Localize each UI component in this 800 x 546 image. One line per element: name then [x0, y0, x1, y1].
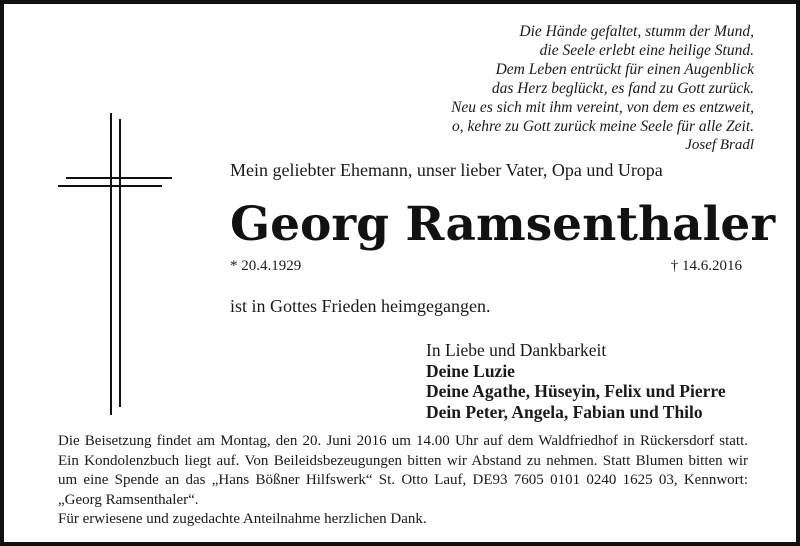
notice-thanks: Für erwiesene und zugedachte Anteilnahme herzlichen Dank. [58, 511, 427, 527]
poem [451, 22, 754, 155]
mourner-line: Deine Luzie [426, 360, 515, 381]
mourners-lead: In Liebe und Dankbarkeit [426, 340, 607, 360]
funeral-notice [58, 432, 748, 530]
mourner-line: Dein Peter, Angela, Fabian und Thilo [426, 401, 703, 422]
poem-line: Dem Leben entrückt für einen Augenblick [495, 61, 754, 78]
poem-line: das Herz beglückt, es fand zu Gott zurück. [491, 80, 754, 97]
poem-line: die Seele erlebt eine heilige Stund. [539, 42, 754, 59]
mourner-line: Deine Agathe, Hüseyin, Felix und Pierre [426, 381, 726, 401]
poem-line: Neu es sich mit ihm vereint, von dem es entzweit, [451, 99, 754, 116]
deceased-name: Georg Ramsenthaler [230, 197, 776, 252]
status-text: ist in Gottes Frieden heimgegangen. [230, 296, 491, 316]
intro-text: Mein geliebter Ehemann, unser lieber Vater, Opa und Uropa [230, 160, 663, 180]
poem-author: Josef Bradl [685, 137, 754, 153]
poem-line: o, kehre zu Gott zurück meine Seele für alle Zeit. [451, 118, 754, 135]
poem-line: Die Hände gefaltet, stumm der Mund, [519, 23, 754, 40]
death-date: † 14.6.2016 [670, 258, 742, 274]
mourners [426, 340, 726, 422]
notice-paragraph: Die Beisetzung findet am Montag, den 20. Juni 2016 um 14.00 Uhr auf dem Waldfriedhof in Rückersdorf statt. Ein Kondolenzbuch liegt auf. Von Beileidsbezeugungen bitten wir Abstand zu nehmen. Statt Blumen bitten wir um eine Spende an das „Hans Bößner Hilfswerk“ St. Otto Lauf, DE93 7605 0101 0240 1625 03, Kennwort: „Georg Ramsenthaler“. [58, 433, 748, 508]
birth-date: * 20.4.1929 [230, 258, 302, 274]
cross-icon [58, 113, 172, 415]
